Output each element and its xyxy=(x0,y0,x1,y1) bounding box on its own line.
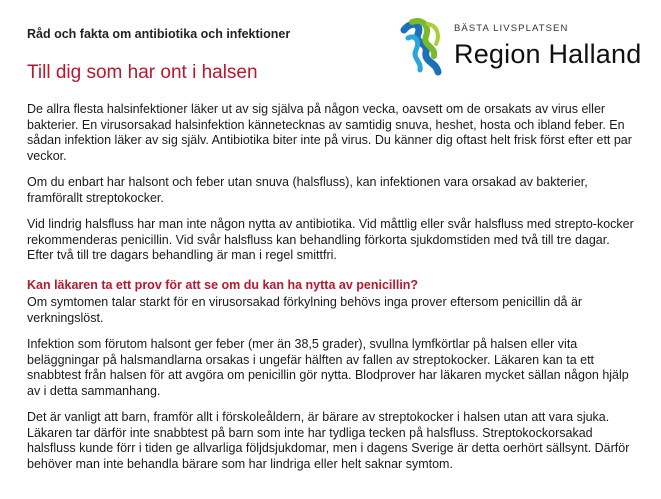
paragraph: Det är vanligt att barn, framför allt i förskoleåldern, är bärare av streptokocker i halsen utan att vara sjuka. Läkaren tar därför inte snabbtest på barn som inte har tydliga tecken på halsfluss. Streptokockorsakad halsfluss kunde förr i tiden ge allvarliga följdsjukdomar, men i dagens Sverige är detta oerhört sällsynt. Därför behöver man inte behandla bärare som har lindriga eller helt saknar symtom. xyxy=(27,410,630,471)
paragraph: Om symtomen talar starkt för en virusorsakad förkylning behövs inga prover eftersom penicillin då är verkningslöst. xyxy=(27,295,583,325)
logo-name: Region Halland xyxy=(454,39,642,69)
region-halland-logo xyxy=(398,14,642,78)
paragraph: Vid lindrig halsfluss har man inte någon nytta av antibiotika. Vid måttlig eller svår halsfluss med strepto-kocker rekommenderas penicillin. Vid svår halsfluss kan behandling förkorta sjukdomstiden med två till tre dagar. Efter två till tre dagars behandling är man i regel smittfri. xyxy=(27,217,634,262)
region-halland-logo-mark-icon xyxy=(398,16,450,76)
paragraph: Infektion som förutom halsont ger feber (mer än 38,5 grader), svullna lymfkörtlar på halsen eller vita beläggningar på halsmandlarna orsakas i ungefär hälften av fallen av streptokocker. Läkaren kan ta ett snabbtest från halsen för att avgöra om penicillin gör nytta. Blodprover har läkaren mycket sällan någon hjälp av i detta sammanhang. xyxy=(27,337,629,398)
page-title: Till dig som har ont i halsen xyxy=(27,62,258,83)
section-heading: Kan läkaren ta ett prov för att se om du kan ha nytta av penicillin? xyxy=(27,277,419,292)
paragraph: Om du enbart har halsont och feber utan snuva (halsfluss), kan infektionen vara orsakad av bakterier, framförallt streptokocker. xyxy=(27,175,588,205)
paragraph: De allra flesta halsinfektioner läker ut av sig själva på någon vecka, oavsett om de orsakats av virus eller bakterier. En virusorsakad halsinfektion kännetecknas av samtidig snuva, heshet, hosta och ibland feber. En sådan infektion läker av sig själv. Antibiotika biter inte på virus. Du känner dig oftast helt frisk först efter ett par veckor. xyxy=(27,102,632,163)
document-kicker: Råd och fakta om antibiotika och infektioner xyxy=(27,27,291,41)
article-body xyxy=(27,102,637,483)
logo-tagline: BÄSTA LIVSPLATSEN xyxy=(454,23,569,34)
